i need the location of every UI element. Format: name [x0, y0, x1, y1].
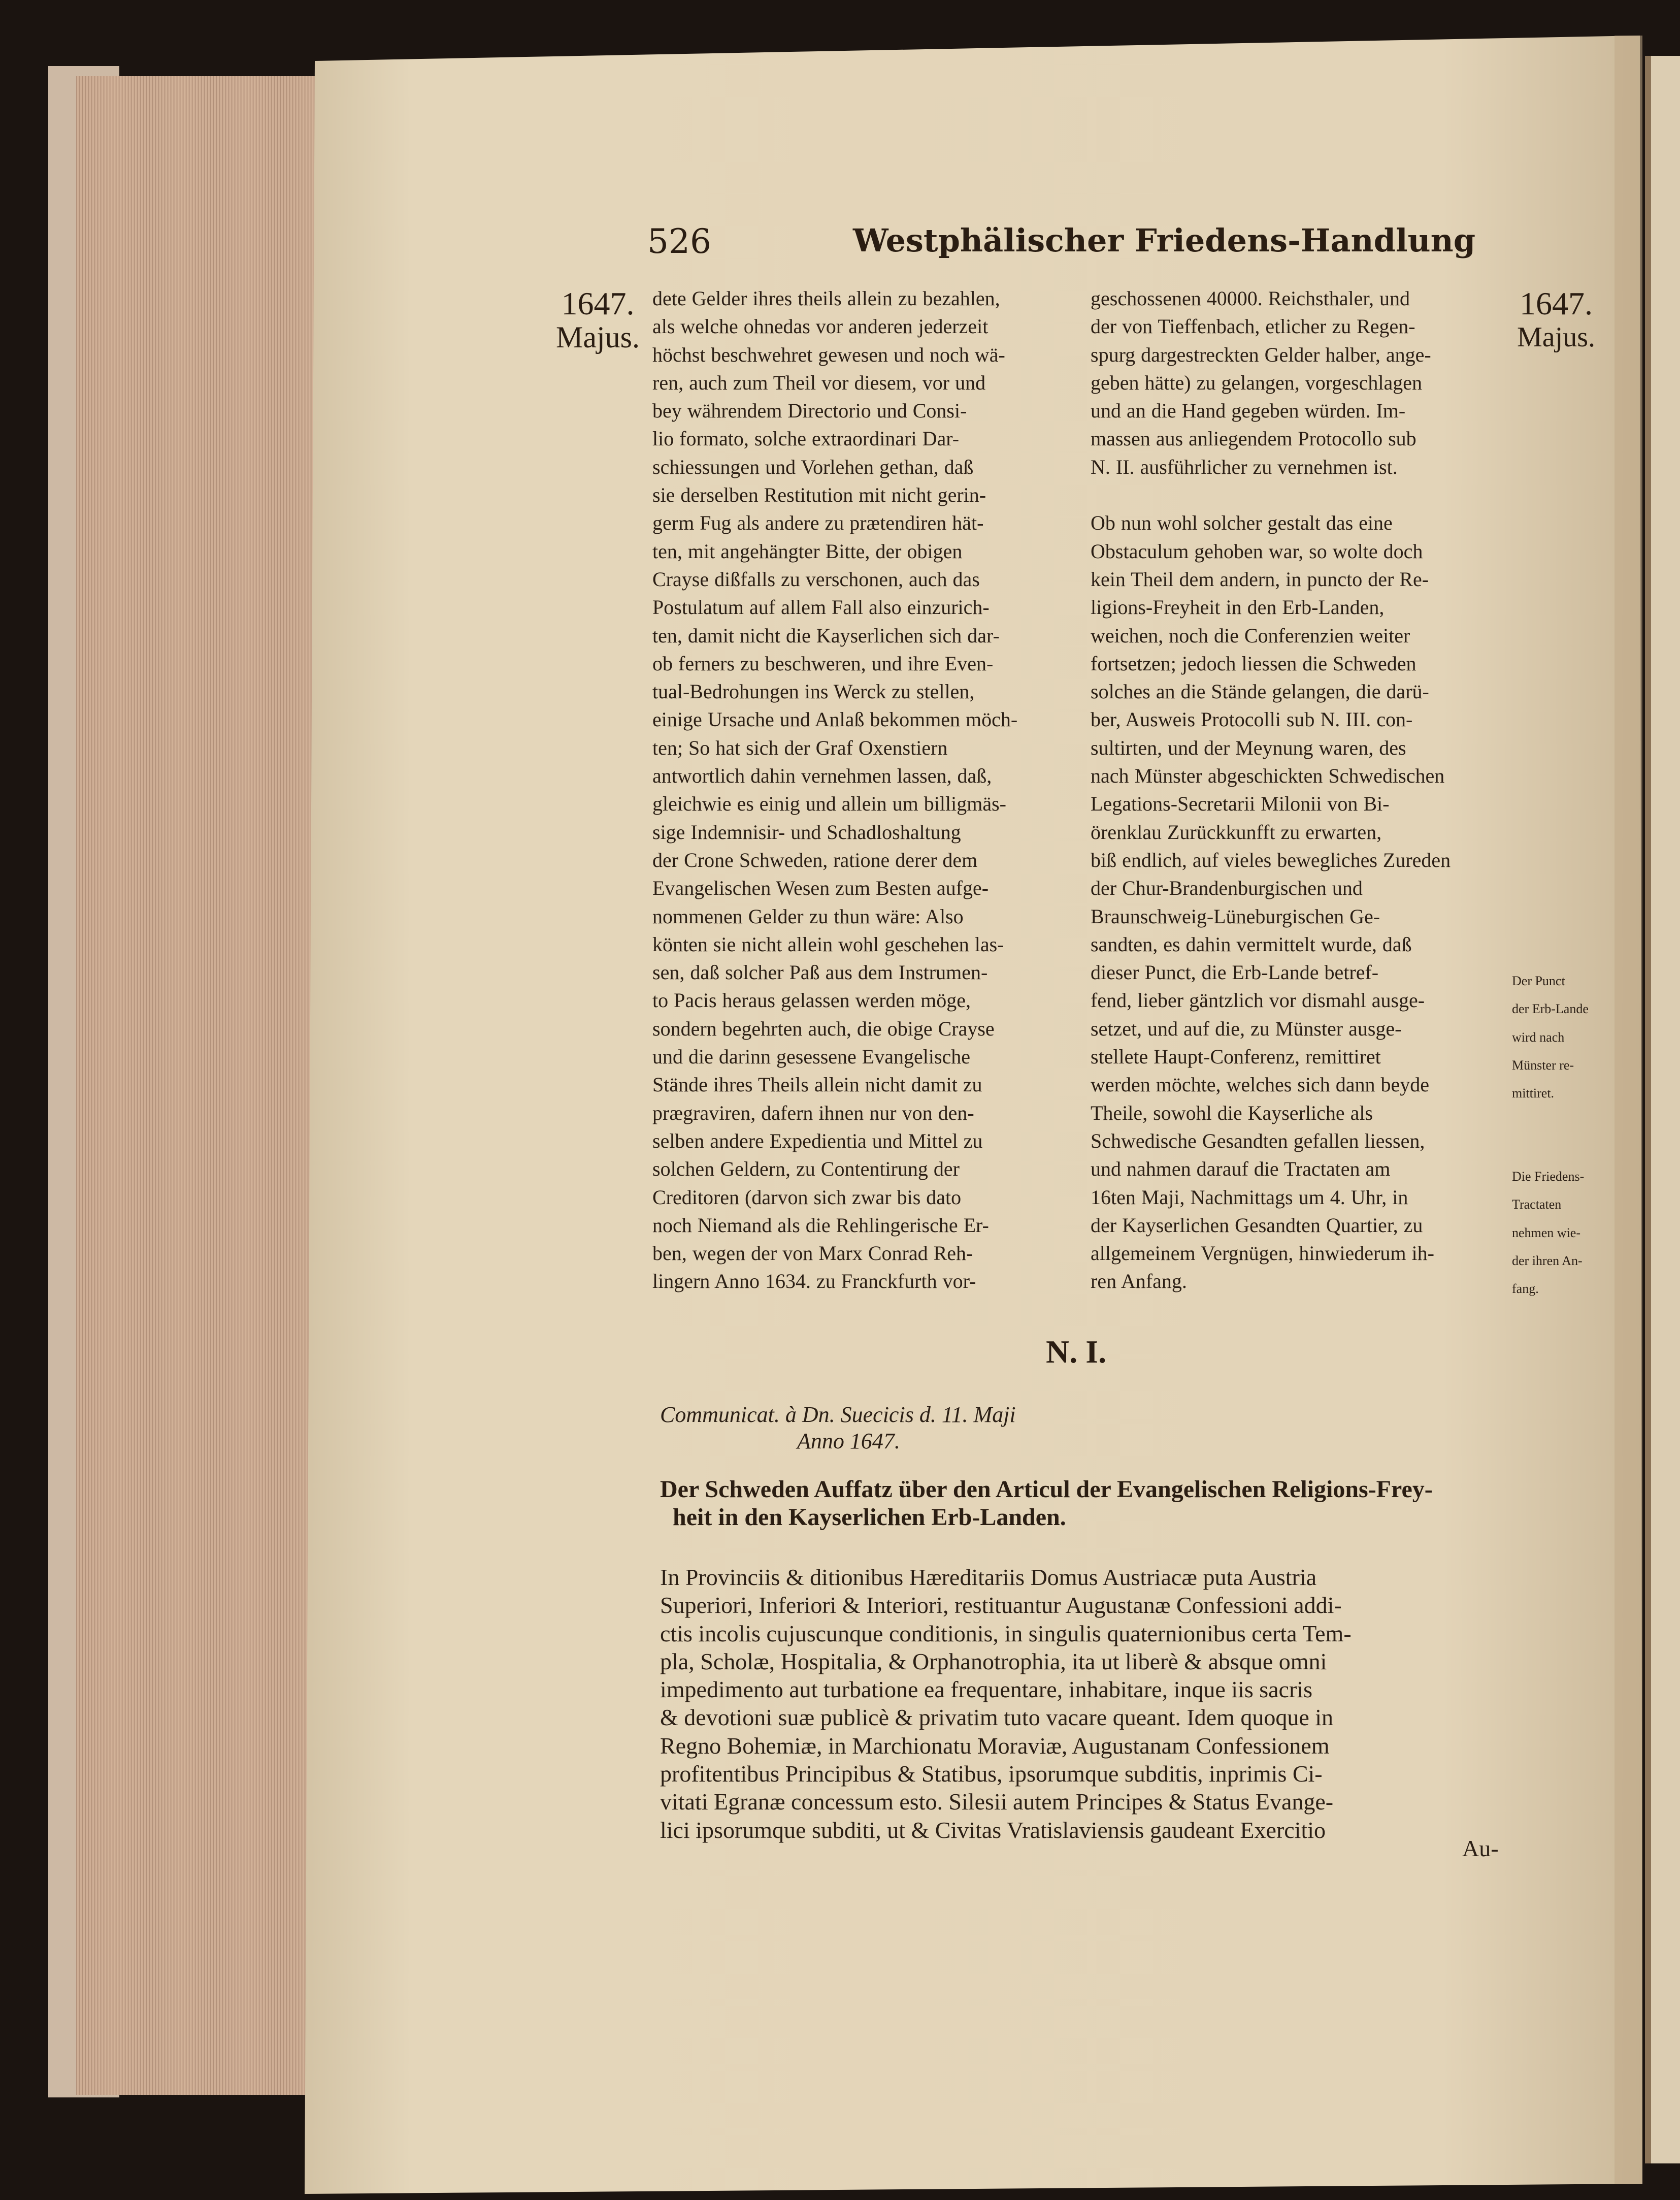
text-line: vitati Egranæ concessum esto. Silesii autem Principes & Status Evange-	[660, 1789, 1334, 1815]
right-column	[1091, 284, 1507, 1296]
text-line: weichen, noch die Conferenzien weiter	[1091, 624, 1410, 647]
text-line: Postulatum auf allem Fall also einzurich-	[652, 596, 990, 619]
text-line: dete Gelder ihres theils allein zu bezahlen,	[652, 287, 1000, 310]
text-line: 16ten Maji, Nachmittags um 4. Uhr, in	[1091, 1185, 1408, 1209]
side-note-punct	[1512, 973, 1589, 1113]
text-line: Der Punct	[1512, 974, 1565, 988]
text-line: ber, Ausweis Protocolli sub N. III. con-	[1091, 708, 1413, 731]
text-line: und nahmen darauf die Tractaten am	[1091, 1157, 1391, 1181]
text-line: ligions-Freyheit in den Erb-Landen,	[1091, 596, 1385, 619]
text-line: sie derselben Restitution mit nicht gerin-	[652, 483, 986, 507]
text-line: Legations-Secretarii Milonii von Bi-	[1091, 792, 1390, 816]
text-line: nehmen wie-	[1512, 1225, 1581, 1240]
text-line: werden möchte, welches sich dann beyde	[1091, 1073, 1429, 1096]
text-line: noch Niemand als die Rehlingerische Er-	[652, 1213, 989, 1237]
section-title-line-2: heit in den Kayserlichen Erb-Landen.	[673, 1504, 1066, 1531]
text-line: Theile, sowohl die Kayserliche als	[1091, 1101, 1373, 1124]
text-line: geben hätte) zu gelangen, vorgeschlagen	[1091, 371, 1422, 394]
text-line: und an die Hand gegeben würden. Im-	[1091, 399, 1406, 423]
section-title-line-1: Der Schweden Auffatz über den Articul der Evangelischen Religions-Frey-	[660, 1476, 1433, 1503]
text-line: der Erb-Lande	[1512, 1001, 1589, 1017]
text-line: Obstaculum gehoben war, so wolte doch	[1091, 539, 1423, 563]
text-line: ren, auch zum Theil vor diesem, vor und	[652, 371, 986, 394]
text-line: Münster re-	[1512, 1057, 1574, 1073]
text-line: ten; So hat sich der Graf Oxenstiern	[652, 736, 948, 759]
text-line: lio formato, solche extraordinari Dar-	[652, 427, 960, 450]
text-line: sige Indemnisir- und Schadloshaltung	[652, 820, 961, 844]
text-line: Ob nun wohl solcher gestalt das eine	[1091, 511, 1393, 535]
text-line: einige Ursache und Anlaß bekommen möch-	[652, 708, 1018, 731]
text-line: sultirten, und der Meynung waren, des	[1091, 736, 1406, 759]
text-line: Crayse dißfalls zu verschonen, auch das	[652, 567, 980, 591]
text-line: schiessungen und Vorlehen gethan, daß	[652, 455, 974, 478]
text-line: als welche ohnedas vor anderen jederzeit	[652, 315, 989, 338]
section-number: N. I.	[1046, 1334, 1107, 1370]
catchword: Au-	[1462, 1835, 1499, 1861]
text-line: geschossenen 40000. Reichsthaler, und	[1091, 287, 1410, 310]
text-line: solchen Geldern, zu Contentirung der	[652, 1157, 960, 1181]
text-line: Schwedische Gesandten gefallen liessen,	[1091, 1129, 1425, 1152]
text-line: setzet, und auf die, zu Münster ausge-	[1091, 1017, 1402, 1040]
text-line: Evangelischen Wesen zum Besten aufge-	[652, 877, 989, 900]
page-number: 526	[647, 222, 711, 261]
text-line: solches an die Stände gelangen, die darü-	[1091, 680, 1429, 703]
text-line: ten, mit angehängter Bitte, der obigen	[652, 539, 963, 563]
text-line: nommenen Gelder zu thun wäre: Also	[652, 904, 964, 928]
text-line: höchst beschwehret gewesen und noch wä-	[652, 343, 1005, 366]
communicat-line-2: Anno 1647.	[797, 1429, 900, 1453]
communicat-line-1: Communicat. à Dn. Suecicis d. 11. Maji	[660, 1402, 1016, 1427]
text-line: massen aus anliegendem Protocollo sub	[1091, 427, 1417, 450]
text-line: örenklau Zurückkunfft zu erwarten,	[1091, 820, 1382, 844]
text-line: ren Anfang.	[1091, 1270, 1187, 1293]
text-line: mittiret.	[1512, 1086, 1555, 1101]
text-line: sandten, es dahin vermittelt wurde, daß	[1091, 932, 1412, 956]
text-line: fend, lieber gäntzlich vor dismahl ausge-	[1091, 989, 1425, 1012]
margin-year: 1647.	[561, 285, 635, 321]
text-line: fang.	[1512, 1281, 1539, 1297]
text-line: Braunschweig-Lüneburgischen Ge-	[1091, 904, 1380, 928]
text-line: to Pacis heraus gelassen werden möge,	[652, 989, 971, 1012]
latin-paragraph	[660, 1563, 1508, 1844]
text-line: & devotioni suæ publicè & privatim tuto vacare queant. Idem quoque in	[660, 1704, 1334, 1731]
text-line: allgemeinem Vergnügen, hinwiederum ih-	[1091, 1242, 1434, 1265]
text-line: der Crone Schweden, ratione derer dem	[652, 848, 978, 871]
text-line: sen, daß solcher Paß aus dem Instrumen-	[652, 961, 988, 984]
text-line: Tractaten	[1512, 1197, 1562, 1212]
text-line: tual-Bedrohungen ins Werck zu stellen,	[652, 680, 975, 703]
text-line: germ Fug als andere zu prætendiren hät-	[652, 511, 984, 535]
text-line: Die Friedens-	[1512, 1169, 1585, 1184]
text-line: N. II. ausführlicher zu vernehmen ist.	[1091, 455, 1398, 478]
text-line: wird nach	[1512, 1029, 1565, 1045]
text-line: fortsetzen; jedoch liessen die Schweden	[1091, 652, 1417, 675]
text-line: antwortlich dahin vernehmen lassen, daß,	[652, 764, 992, 788]
text-line: ob ferners zu beschweren, und ihre Even-	[652, 652, 994, 675]
text-line: bey währendem Directorio und Consi-	[652, 399, 967, 423]
side-note-tractaten	[1512, 1168, 1584, 1308]
left-column	[652, 284, 1081, 1296]
text-line: der ihren An-	[1512, 1253, 1583, 1268]
text-line: Stände ihres Theils allein nicht damit zu	[652, 1073, 982, 1096]
text-line: Regno Bohemiæ, in Marchionatu Moraviæ, Augustanam Confessionem	[660, 1732, 1330, 1759]
text-line: dieser Punct, die Erb-Lande betref-	[1091, 961, 1379, 984]
text-line: lingern Anno 1634. zu Franckfurth vor-	[652, 1270, 976, 1293]
text-line: sondern begehrten auch, die obige Crayse	[652, 1017, 995, 1040]
margin-date-left	[546, 287, 650, 354]
text-line: könten sie nicht allein wohl geschehen las-	[652, 932, 1004, 956]
text-line: Superiori, Inferiori & Interiori, restituantur Augustanæ Confessioni addi-	[660, 1592, 1342, 1619]
text-line: ten, damit nicht die Kayserlichen sich dar-	[652, 624, 1000, 647]
text-line: gleichwie es einig und allein um billigmäs-	[652, 792, 1006, 816]
text-line: profitentibus Principibus & Statibus, ipsorumque subditis, inprimis Ci-	[660, 1761, 1323, 1787]
text-line: nach Münster abgeschickten Schwedischen	[1091, 764, 1445, 788]
margin-month: Majus.	[1517, 321, 1595, 353]
text-line: selben andere Expedientia und Mittel zu	[652, 1129, 983, 1152]
text-line: und die darinn gesessene Evangelische	[652, 1045, 971, 1069]
text-line: biß endlich, auf vieles bewegliches Zureden	[1091, 848, 1451, 871]
text-line: ctis incolis cujuscunque conditionis, in singulis quaternionibus certa Tem-	[660, 1620, 1352, 1646]
text-line: prægraviren, dafern ihnen nur von den-	[652, 1101, 974, 1124]
running-title: Westphälischer Friedens-Handlung	[853, 222, 1476, 259]
text-line: Creditoren (darvon sich zwar bis dato	[652, 1185, 962, 1209]
text-line: spurg dargestreckten Gelder halber, ange-	[1091, 343, 1431, 366]
text-line	[1091, 481, 1507, 509]
text-line: ben, wegen der von Marx Conrad Reh-	[652, 1242, 973, 1265]
text-line: In Provinciis & ditionibus Hæreditariis Domus Austriacæ puta Austria	[660, 1564, 1317, 1590]
margin-date-right	[1510, 287, 1602, 354]
text-line: lici ipsorumque subditi, ut & Civitas Vratislaviensis gaudeant Exercitio	[660, 1817, 1326, 1843]
text-line: der von Tieffenbach, etlicher zu Regen-	[1091, 315, 1415, 338]
text-line: pla, Scholæ, Hospitalia, & Orphanotrophia, ita ut liberè & absque omni	[660, 1648, 1327, 1674]
margin-year: 1647.	[1520, 285, 1593, 321]
text-line: der Kayserlichen Gesandten Quartier, zu	[1091, 1213, 1423, 1237]
text-line: der Chur-Brandenburgischen und	[1091, 877, 1363, 900]
text-line: kein Theil dem andern, in puncto der Re-	[1091, 567, 1429, 591]
margin-month: Majus.	[556, 320, 640, 354]
text-line: impedimento aut turbatione ea frequentare, inhabitare, inque iis sacris	[660, 1676, 1312, 1703]
text-line: stellete Haupt-Conferenz, remittiret	[1091, 1045, 1381, 1069]
